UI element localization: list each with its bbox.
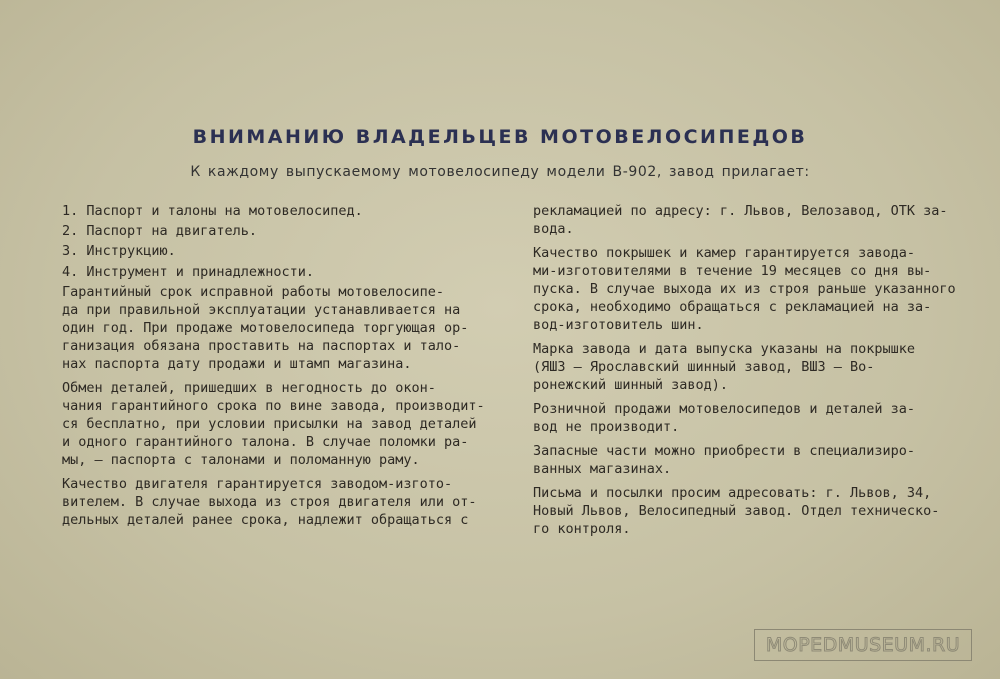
- text-line: Новый Львов, Велосипедный завод. Отдел техническо-: [533, 503, 940, 519]
- list-item: 4. Инструмент и принадлежности.: [62, 263, 314, 280]
- text-line: вод не производит.: [533, 419, 680, 435]
- text-line: Качество двигателя гарантируется заводом-изгото-: [62, 475, 453, 492]
- text-line: рекламацией по адресу: г. Львов, Велозавод, ОТК за-: [533, 203, 948, 219]
- text-line: Обмен деталей, пришедших в негодность до окон-: [62, 379, 436, 396]
- text-line: го контроля.: [533, 521, 631, 537]
- text-line: ся бесплатно, при условии присылки на завод деталей: [62, 415, 477, 432]
- text-line: нах паспорта дату продажи и штамп магазина.: [62, 355, 412, 372]
- engine-quality-paragraph: [62, 475, 482, 529]
- text-line: один год. При продаже мотовелосипеда торгующая ор-: [62, 319, 469, 336]
- mail-address-paragraph: [533, 484, 973, 538]
- text-line: Марка завода и дата выпуска указаны на покрышке: [533, 341, 916, 357]
- text-line: срока, необходимо обращаться с рекламацией на за-: [533, 299, 932, 315]
- text-line: ганизация обязана проставить на паспортах и тало-: [62, 337, 461, 354]
- page-subtitle: К каждому выпускаемому мотовелосипеду модели В-902, завод прилагает:: [190, 164, 810, 180]
- watermark-logo: MOPEDMUSEUM.RU: [754, 629, 972, 661]
- included-items-list: [62, 202, 482, 281]
- text-line: вителем. В случае выхода из строя двигателя или от-: [62, 493, 477, 510]
- spare-parts-paragraph: [533, 442, 973, 478]
- text-line: ронежский шинный завод).: [533, 377, 729, 393]
- text-line: вод-изготовитель шин.: [533, 317, 704, 333]
- text-line: Запасные части можно приобрести в специализиро-: [533, 443, 916, 459]
- text-line: мы, — паспорта с талонами и поломанную раму.: [62, 451, 420, 468]
- warranty-paragraph: [62, 283, 482, 373]
- text-line: ванных магазинах.: [533, 461, 672, 477]
- list-item: 3. Инструкцию.: [62, 243, 176, 260]
- retail-paragraph: [533, 400, 973, 436]
- text-line: Качество покрышек и камер гарантируется завода-: [533, 245, 916, 261]
- text-line: Гарантийный срок исправной работы мотовелосипе-: [62, 283, 445, 300]
- text-line: вода.: [533, 221, 574, 237]
- text-line: ми-изготовителями в течение 19 месяцев со дня вы-: [533, 263, 932, 279]
- text-line: пуска. В случае выхода их из строя раньше указанного: [533, 281, 956, 297]
- page-title: ВНИМАНИЮ ВЛАДЕЛЬЦЕВ МОТОВЕЛОСИПЕДОВ: [192, 126, 808, 148]
- tires-quality-paragraph: [533, 244, 973, 334]
- text-line: и одного гарантийного талона. В случае поломки ра-: [62, 433, 469, 450]
- text-line: дельных деталей ранее срока, надлежит обращаться с: [62, 511, 469, 528]
- left-column: [62, 202, 485, 529]
- claims-address-paragraph: [533, 202, 973, 238]
- text-line: чания гарантийного срока по вине завода, производит-: [62, 397, 485, 414]
- list-item: 1. Паспорт и талоны на мотовелосипед.: [62, 203, 363, 219]
- text-line: Розничной продажи мотовелосипедов и деталей за-: [533, 401, 916, 417]
- text-line: (ЯШЗ — Ярославский шинный завод, ВШЗ — Во-: [533, 359, 875, 375]
- tire-marking-paragraph: [533, 340, 973, 394]
- text-line: да при правильной эксплуатации устанавливается на: [62, 301, 461, 318]
- list-item: 2. Паспорт на двигатель.: [62, 223, 258, 240]
- exchange-paragraph: [62, 379, 485, 469]
- right-column: [533, 202, 973, 538]
- text-line: Письма и посылки просим адресовать: г. Львов, 34,: [533, 485, 932, 501]
